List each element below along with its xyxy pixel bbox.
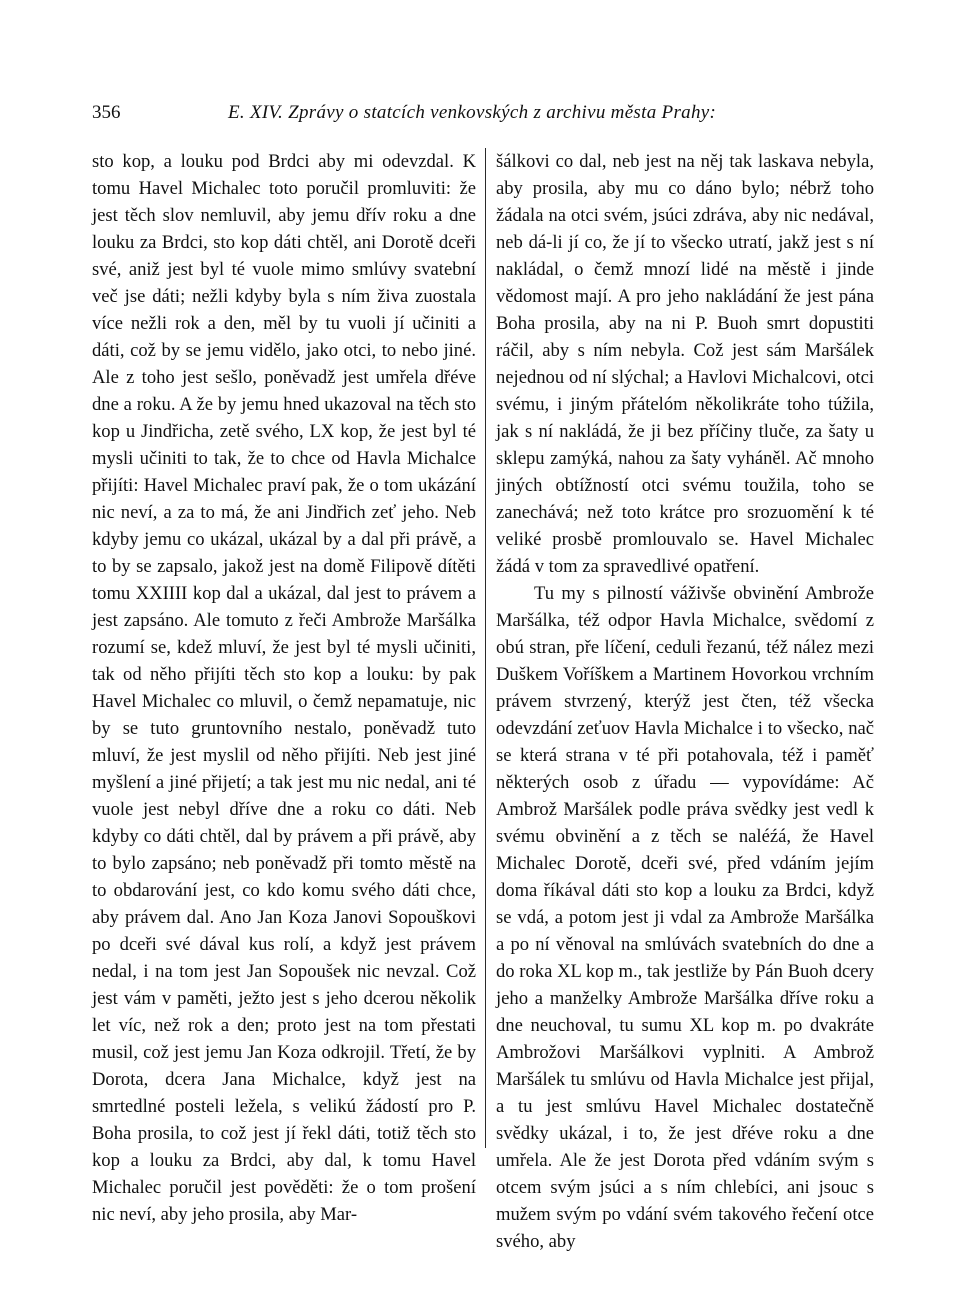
page-number: 356: [92, 102, 121, 123]
right-column: [496, 148, 874, 1255]
left-column: [92, 148, 476, 1228]
left-column-paragraph: sto kop, a louku pod Brdci aby mi odevzdal. K tomu Havel Michalec toto poručil promluviti: že jest těch slov nemluvil, aby jemu dřív roku a dne louku za Brdci, sto kop dáti chtěl, ani Dorotě dceři své, aniž jest byl té vuole mimo smlúvy svatební več jse dáti; nežli kdyby byla s ním živa zuostala více nežli rok a den, měl by tu vuoli jí učiniti a dáti, což by se jemu vidělo, jako otci, to nebo jiné. Ale z toho jest sešlo, poněvadž jest umřela dřéve dne a roku. A že by jemu hned ukazoval na těch sto kop u Jindřicha, zetě svého, LX kop, že jest byl té mysli učiniti to tak, že to chce od Havla Michalce přijíti: Havel Michalec praví pak, že o tom ukázání nic neví, a za to má, že ani Jindřich zeť jeho. Neb kdyby jemu co ukázal, ukázal by a dal při právě, a to by se zapsalo, jakož jest na domě Filipově dítěti tomu XXIIII kop dal a ukázal, dal jest to právem a jest zapsáno. Ale tomuto z řeči Ambrože Maršálka rozumí se, kdež mluví, že jest byl té mysli učiniti, tak od něho přijíti těch sto kop a louku: by pak Havel Michalec co mluvil, o čemž nepamatuje, nic by se tuto gruntovního nestalo, poněvadž tuto mluví, že jest myslil od něho přijíti. Neb jest jiné myšlení a jiné přijetí; a tak jest mu nic nedal, ani té vuole jest nebyl dříve dne a roku co dáti. Neb kdyby co dáti chtěl, dal by právem a při právě, aby to bylo zapsáno; neb poněvadž při tomto městě na to obdarování jest, co kdo komu svého dáti chce, aby právem dal. Ano Jan Koza Janovi Sopouškovi po dceři své dával kus rolí, a když jest právem nedal, i na tom jest Jan Sopoušek nic nevzal. Což jest vám v paměti, ježto jest s jeho dcerou několik let víc, než rok a den; proto jest na tom přestati musil, což jest jemu Jan Koza odkrojil. Třetí, že by Dorota, dcera Jana Michalce, když jest na smrtedlné posteli ležela, s velikú žádostí pro P. Boha prosila, to což jest jí řekl dáti, totiž těch sto kop a louku za Brdci, aby dal, k tomu Havel Michalec poručil jest pověděti: že o tom prošení nic neví, aby jeho prosila, aby Mar-: [92, 151, 476, 1225]
right-column-paragraph-continued: šálkovi co dal, neb jest na něj tak laskava nebyla, aby prosila, aby mu co dáno bylo; nébrž toho žádala na otci svém, jsúci zdráva, aby nic nedával, neb dá-li jí co, že jí to všecko utratí, jakž jest s ní nakládal, o čemž mnozí lidé na městě i jinde vědomost mají. A pro jeho nakládání že jest pána Boha prosila, aby na ni P. Buoh smrt dopustiti ráčil, aby s ním nebyla. Což jest sám Maršálek nejednou od ní slýchal; a Havlovi Michalcovi, otci svému, i jiným přátelóm několikráte toho túžila, jak s ní nakládá, že ji bez příčiny tluče, za šaty u sklepu zamýká, nahou za šaty vyháněl. Ač mnoho jiných obtížností otci svému toužila, toho se zanechává; než toto krátce pro srozuomění k té veliké prosbě promlouvalo se. Havel Michalec žádá v tom za spravedlivé opatření.: [496, 151, 874, 577]
running-head-title: E. XIV. Zprávy o statcích venkovských z archivu města Prahy:: [228, 102, 717, 123]
right-column-paragraph-verdict: Tu my s pilností váživše obvinění Ambrože Maršálka, též odpor Havla Michalce, svědomí z obú stran, pře líčení, ceduli řezanú, též nález mezi Duškem Voříškem a Martinem Hovorkou vrchním právem stvrzený, kterýž jest čten, též všecka odevzdání zeťuov Havla Michalce i to všecko, nač se která strana v té při potahovala, též i paměť některých osob z úřadu — vypovídáme: Ač Ambrož Maršálek podle práva svědky jest vedl k svému obvinění a z těch se naléźá, že Havel Michalec Dorotě, dceři své, před vdáním jejím doma říkával dáti sto kop a louku za Brdci, když se vdá, a potom jest ji vdal za Ambrože Maršálka a po ní věnoval na smlúvách svatebních do dne a do roka XL kop m., tak jestliže by Pán Buoh dcery jeho a manželky Ambrože Maršálka dříve roku a dne neuchoval, tu sumu XL kop m. po dvakráte Ambrožovi Maršálkovi vyplniti. A Ambrož Maršálek tu smlúvu od Havla Michalce jest přijal, a tu jest smlúvu Havel Michalec dostatečně svědky ukázal, i to, že jest dřéve roku a dne umřela. Ale že jest Dorota před vdáním svým s otcem svým jsúci a s ním chlebíci, ani jsouc s mužem svým po vdání svém takového řečení otce svého, aby: [496, 583, 874, 1252]
column-divider: [485, 148, 486, 1148]
running-head: [92, 100, 872, 126]
